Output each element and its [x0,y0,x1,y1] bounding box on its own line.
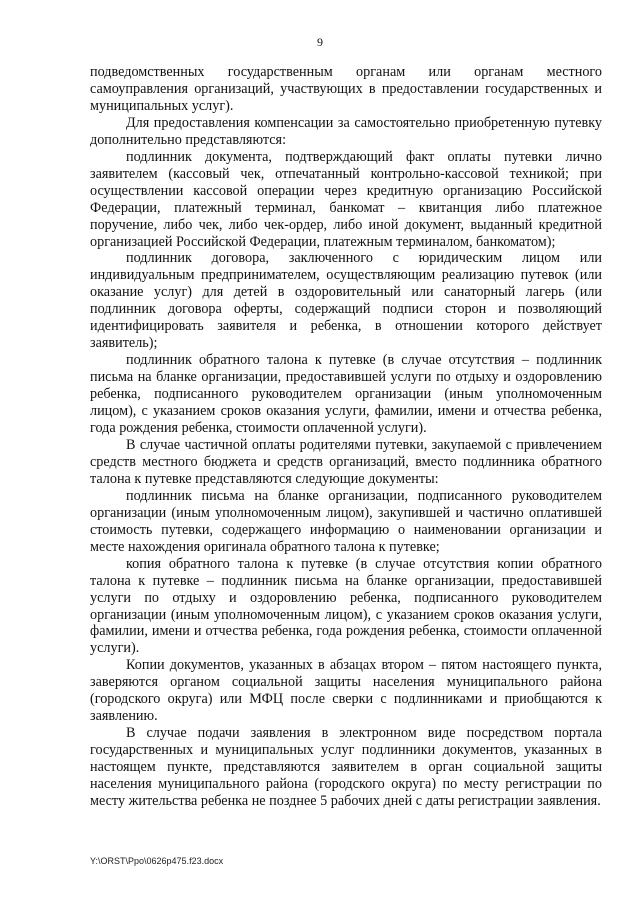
page-number: 9 [317,35,323,49]
paragraph: копия обратного талона к путевке (в случае отсутствия копии обратного талона к путевке – подлинник письма на бланке организации, предоставившей услуги по отдыху и оздоровлению ребенка, подписанного руководителем организации (иным уполномоченным лицом), с указанием сроков оказания услуги, фамилии, имени и отчества ребенка, года рождения ребенка, стоимости оплаченной услуги). [90,555,602,657]
file-path-footer: Y:\ORST\Ppo\0626p475.f23.docx [90,856,224,866]
paragraph: Копии документов, указанных в абзацах втором – пятом настоящего пункта, заверяются органом социальной защиты населения муниципального района (городского округа) или МФЦ после сверки с подлинниками и приобщаются к заявлению. [90,657,602,725]
paragraph: подлинник обратного талона к путевке (в случае отсутствия – подлинник письма на бланке организации, предоставившей услуги по отдыху и оздоровлению ребенка, подписанного руководителем организации (иным уполномоченным лицом), с указанием сроков оказания услуги, фамилии, имени и отчества ребенка, года рождения ребенка, стоимости оплаченной услуги). [90,352,602,437]
paragraph: подведомственных государственным органам или органам местного самоуправления организаций, участвующих в предоставлении государственных и муниципальных услуг). [90,64,602,114]
paragraph: Для предоставления компенсации за самостоятельно приобретенную путевку дополнительно представляются: [90,114,602,148]
paragraph: подлинник письма на бланке организации, подписанного руководителем организации (иным уполномоченным лицом), закупившей и частично оплатившей стоимость путевки, содержащего информацию о наименовании организации и месте нахождения оригинала обратного талона к путевке; [90,487,602,555]
paragraph: В случае подачи заявления в электронном виде посредством портала государственных и муниципальных услуг подлинники документов, указанных в настоящем пункте, представляются заявителем в орган социальной защиты населения муниципального района (городского округа) по месту регистрации по месту жительства ребенка не позднее 5 рабочих дней с даты регистрации заявления. [90,725,602,809]
paragraph: подлинник документа, подтверждающий факт оплаты путевки лично заявителем (кассовый чек, отпечатанный контрольно-кассовой техникой; при осуществлении кассовой операции через кредитную организацию Российской Федерации, платежный терминал, банкомат – квитанция либо платежное поручение, либо чек, либо чек-ордер, либо иной документ, выданный кредитной организацией Российской Федерации, платежным терминалом, банкоматом); [90,148,602,250]
document-body [90,64,602,810]
paragraph: подлинник договора, заключенного с юридическим лицом или индивидуальным предпринимателем, осуществляющим реализацию путевок (или оказание услуг) для детей в оздоровительный или санаторный лагерь (или подлинник договора оферты, содержащий подписи сторон и позволяющий идентифицировать заявителя и ребенка, в отношении которого действует заявитель); [90,250,602,352]
paragraph: В случае частичной оплаты родителями путевки, закупаемой с привлечением средств местного бюджета и средств организаций, вместо подлинника обратного талона к путевке представляются следующие документы: [90,436,602,487]
